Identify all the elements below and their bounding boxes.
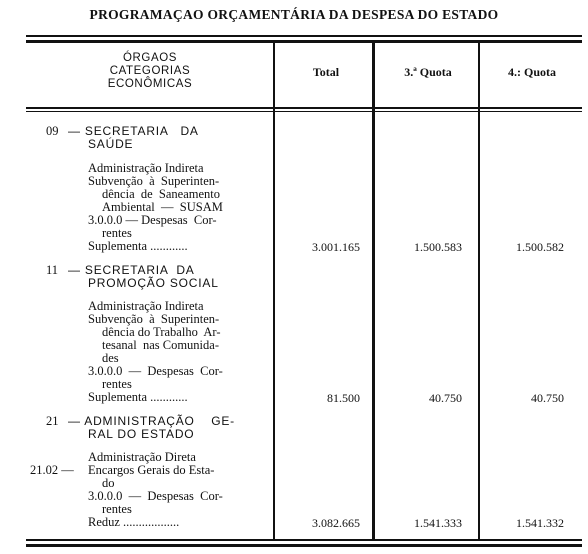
section-line: dência do Trabalho Ar- [102, 325, 221, 339]
document-title: PROGRAMAÇAO ORÇAMENTÁRIA DA DESPESA DO ESTADO [89, 7, 499, 22]
section-line: Ambiental — SUSAM [102, 200, 223, 214]
section-line: rentes [102, 226, 132, 240]
bottom-rule [26, 539, 582, 541]
section-heading: SAÚDE [88, 137, 134, 151]
section-line: Administração Direta [88, 450, 196, 464]
section-line: Subvenção à Superinten- [88, 174, 220, 188]
section-heading: RAL DO ESTADO [88, 427, 195, 441]
column-divider [372, 43, 375, 539]
header-rule-thin [26, 111, 582, 112]
section-line: Encargos Gerais do Esta- [88, 463, 215, 477]
section-heading: — SECRETARIA DA [68, 263, 195, 277]
top-rule-thick [26, 40, 582, 43]
section-line: tesanal nas Comunida- [102, 338, 219, 352]
section-line: rentes [102, 377, 132, 391]
section-quota-4: 40.750 [531, 391, 564, 405]
section-line: 3.0.0.0 — Despesas Cor- [88, 364, 223, 378]
section-code: 09 [46, 124, 59, 138]
section-line: Administração Indireta [88, 299, 204, 313]
section-total: 3.001.165 [312, 240, 360, 254]
header-total: Total [312, 65, 340, 79]
section-heading: — ADMINISTRAÇÃO GE- [68, 414, 235, 428]
column-divider [478, 43, 480, 539]
section-total: 81.500 [327, 391, 360, 405]
header-quota-3: 3.ª Quota [404, 65, 452, 79]
section-line: do [102, 476, 115, 490]
header-line: CATEGORIAS [109, 65, 191, 77]
section-code: 21 [46, 414, 59, 428]
section-action: Suplementa ............ [88, 390, 188, 404]
section-quota-3: 1.541.333 [414, 516, 462, 530]
section-line: rentes [102, 502, 132, 516]
column-divider [273, 43, 275, 539]
section-line: des [102, 351, 119, 365]
header-line: ECONÔMICAS [107, 78, 193, 90]
section-action: Reduz .................. [88, 515, 180, 529]
section-heading: PROMOÇÃO SOCIAL [88, 276, 219, 290]
section-line: 3.0.0.0 — Despesas Cor- [88, 213, 217, 227]
section-subcode: 21.02 — [30, 463, 74, 477]
header-categories [40, 52, 260, 91]
section-quota-4: 1.541.332 [516, 516, 564, 530]
section-total: 3.082.665 [312, 516, 360, 530]
section-quota-3: 1.500.583 [414, 240, 462, 254]
bottom-rule-thick [26, 544, 582, 547]
header-rule [26, 107, 582, 109]
section-line: Administração Indireta [88, 161, 204, 175]
header-quota-4: 4.: Quota [508, 65, 556, 79]
top-rule [26, 35, 582, 37]
section-quota-4: 1.500.582 [516, 240, 564, 254]
section-heading: — SECRETARIA DA [68, 124, 199, 138]
section-action: Suplementa ............ [88, 239, 188, 253]
section-line: dência de Saneamento [102, 187, 221, 201]
section-line: Subvenção à Superinten- [88, 312, 220, 326]
header-line: ÓRGAOS [122, 52, 178, 64]
section-code: 11 [46, 263, 59, 277]
section-quota-3: 40.750 [429, 391, 462, 405]
section-line: 3.0.0.0 — Despesas Cor- [88, 489, 223, 503]
